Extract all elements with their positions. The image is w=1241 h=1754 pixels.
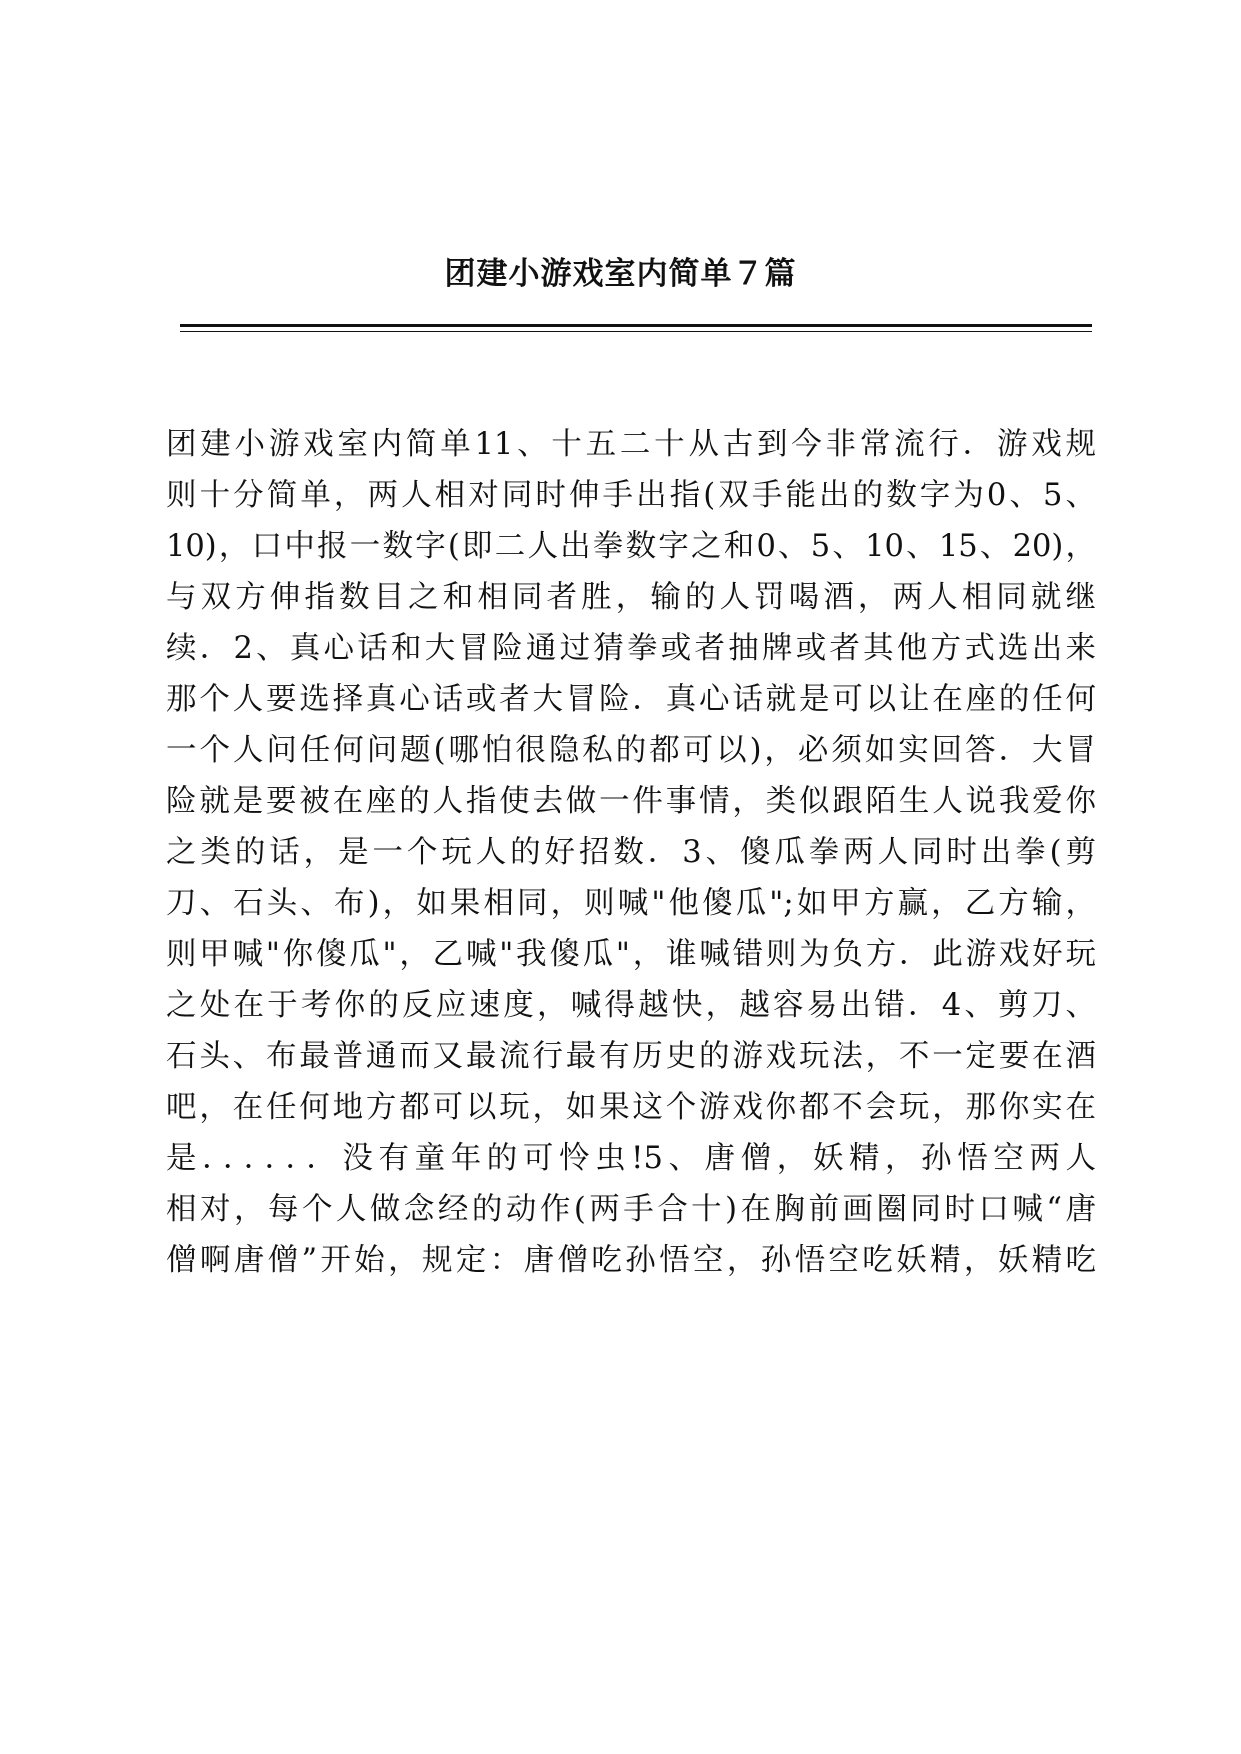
title-divider-thin (180, 331, 1092, 332)
body-line: 石头、布最普通而又最流行最有历史的游戏玩法，不一定要在酒 (166, 1039, 1096, 1074)
body-line: 与双方伸指数目之和相同者胜，输的人罚喝酒，两人相同就继 (166, 580, 1096, 615)
body-line: 险就是要被在座的人指使去做一件事情，类似跟陌生人说我爱你 (166, 784, 1096, 819)
body-line: 那个人要选择真心话或者大冒险．真心话就是可以让在座的任何 (166, 682, 1096, 717)
document-title: 团建小游戏室内简单７篇 (444, 256, 797, 292)
body-line: 则甲喊"你傻瓜"，乙喊"我傻瓜"，谁喊错则为负方．此游戏好玩 (166, 937, 1096, 972)
body-line: 刀、石头、布)，如果相同，则喊"他傻瓜";如甲方赢，乙方输， (166, 886, 1096, 921)
body-line: 之处在于考你的反应速度，喊得越快，越容易出错．4、剪刀、 (166, 988, 1096, 1023)
body-line: 之类的话，是一个玩人的好招数．3、傻瓜拳两人同时出拳(剪 (166, 835, 1096, 870)
body-line: 吧，在任何地方都可以玩，如果这个游戏你都不会玩，那你实在 (166, 1090, 1096, 1125)
body-paragraph (166, 419, 1096, 1286)
body-line: 僧啊唐僧”开始，规定：唐僧吃孙悟空，孙悟空吃妖精，妖精吃 (166, 1243, 1096, 1278)
body-line: 相对，每个人做念经的动作(两手合十)在胸前画圈同时口喊“唐 (166, 1192, 1096, 1227)
body-line: 团建小游戏室内简单11、十五二十从古到今非常流行．游戏规 (166, 427, 1096, 462)
body-line: 10)，口中报一数字(即二人出拳数字之和0、5、10、15、20)， (166, 529, 1096, 564)
body-line: 续．2、真心话和大冒险通过猜拳或者抽牌或者其他方式选出来 (166, 631, 1096, 666)
body-line: 则十分简单，两人相对同时伸手出指(双手能出的数字为0、5、 (166, 478, 1096, 513)
body-line: 是．．．．．．没有童年的可怜虫!5、唐僧，妖精，孙悟空两人 (166, 1141, 1096, 1176)
title-divider-thick (180, 324, 1092, 327)
body-line: 一个人问任何问题(哪怕很隐私的都可以)，必须如实回答．大冒 (166, 733, 1096, 768)
